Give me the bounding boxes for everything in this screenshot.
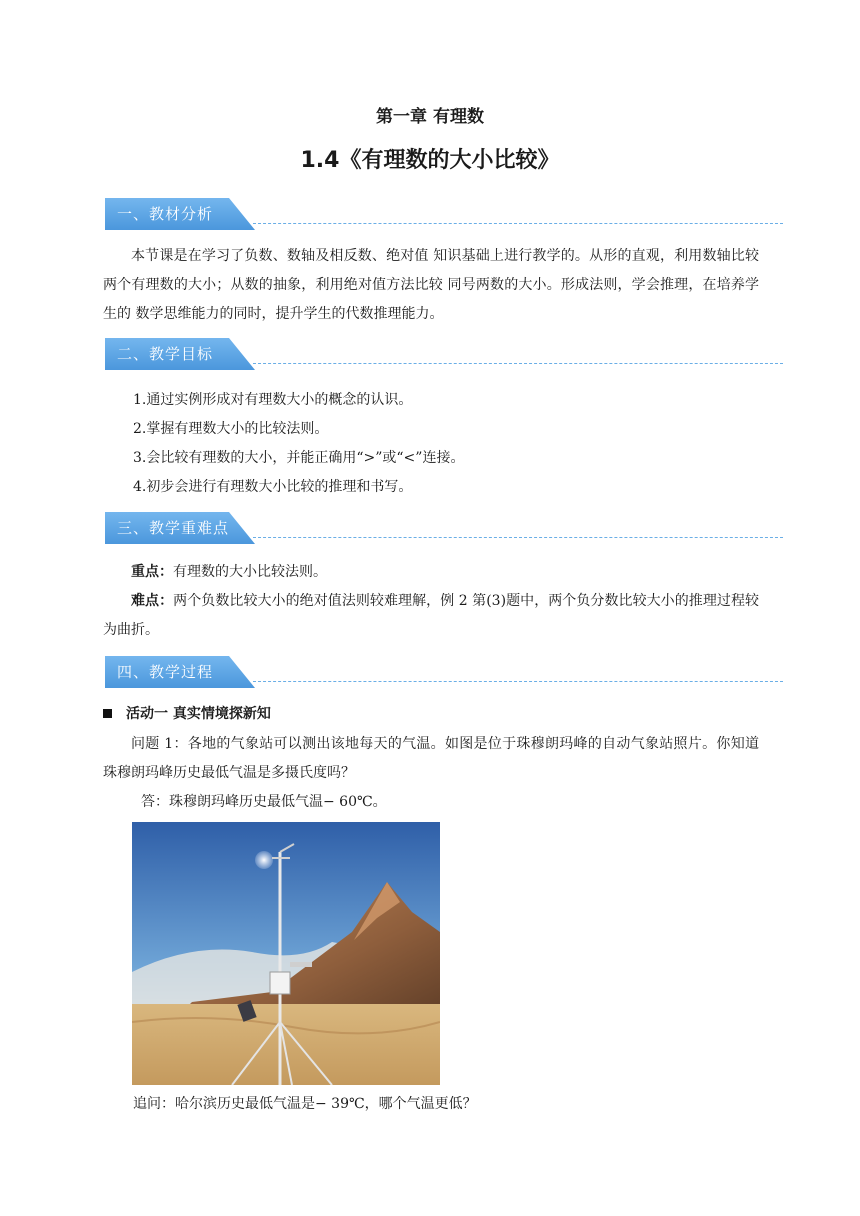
goal-item: 3.会比较有理数的大小，并能正确用“>”或“<”连接。	[133, 450, 465, 466]
key-point-label: 重点：	[131, 564, 173, 580]
difficulty-label: 难点：	[131, 593, 174, 609]
section-header-keypoints	[105, 512, 783, 544]
section-divider	[253, 681, 783, 682]
key-point	[103, 558, 759, 587]
answer-line: 答：珠穆朗玛峰历史最低气温− 60℃。	[141, 794, 387, 810]
section-label: 二、教学目标	[117, 345, 214, 363]
difficulty-point	[103, 587, 759, 645]
section-divider	[253, 223, 783, 224]
section-header-goals	[105, 338, 783, 370]
analysis-paragraph: 本节课是在学习了负数、数轴及相反数、绝对值 知识基础上进行教学的。从形的直观，利用数轴比较两个有理数的大小；从数的抽象，利用绝对值方法比较 同号两数的大小。形成法则，学会推理，在培养学生的 数学思维能力的同时，提升学生的代数推理能力。	[103, 248, 759, 322]
goal-item: 2.掌握有理数大小的比较法则。	[133, 421, 329, 437]
activity-title: 活动一 真实情境探新知	[126, 706, 271, 722]
goal-item: 1.通过实例形成对有理数大小的概念的认识。	[133, 392, 413, 408]
chapter-heading: 第一章 有理数	[376, 107, 484, 127]
weather-station-photo	[132, 822, 440, 1085]
section-header-process	[105, 656, 783, 688]
square-bullet-icon	[103, 709, 112, 718]
followup-line: 追问：哈尔滨历史最低气温是− 39℃，哪个气温更低？	[133, 1096, 477, 1112]
section-divider	[253, 537, 783, 538]
goal-item: 4.初步会进行有理数大小比较的推理和书写。	[133, 479, 413, 495]
section-label: 一、教材分析	[117, 205, 214, 223]
key-point-text: 有理数的大小比较法则。	[173, 564, 327, 580]
question-paragraph: 问题 1：各地的气象站可以测出该地每天的气温。如图是位于珠穆朗玛峰的自动气象站照片。你知道珠穆朗玛峰历史最低气温是多摄氏度吗？	[103, 736, 759, 781]
activity-heading	[103, 700, 271, 728]
section-header-analysis	[105, 198, 783, 230]
lesson-title: 1.4《有理数的大小比较》	[300, 148, 560, 173]
section-label: 四、教学过程	[117, 663, 214, 681]
section-divider	[253, 363, 783, 364]
difficulty-text: 两个负数比较大小的绝对值法则较难理解，例 2 第(3)题中，两个负分数比较大小的推理过程较为曲折。	[103, 593, 760, 638]
section-label: 三、教学重难点	[117, 519, 230, 537]
